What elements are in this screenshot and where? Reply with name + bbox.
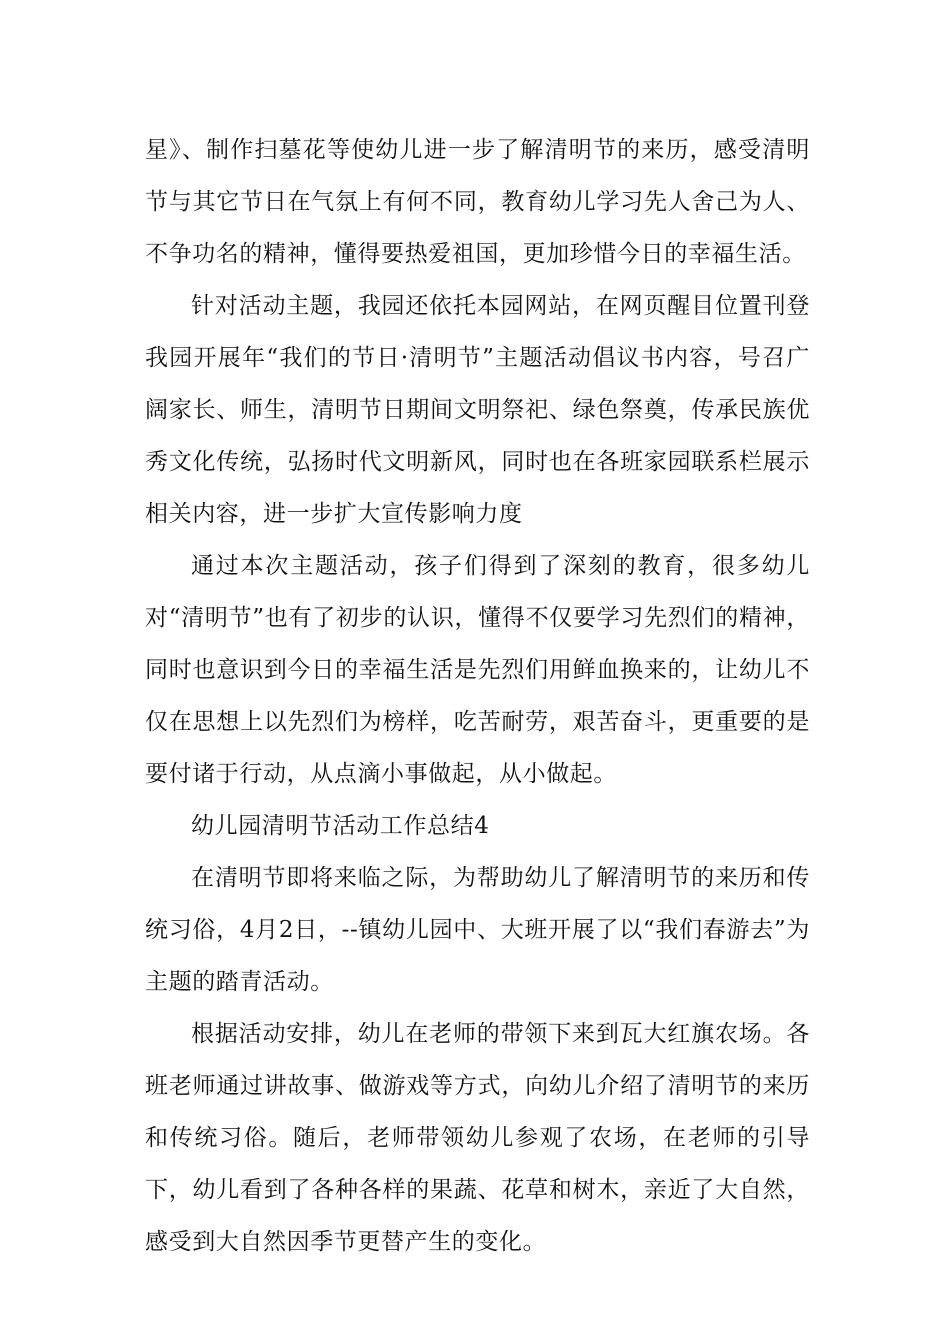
- paragraph-continuation: 星》、制作扫墓花等使幼儿进一步了解清明节的来历，感受清明节与其它节日在气氛上有何不同，教育幼儿学习先人舍己为人、不争功名的精神，懂得要热爱祖国，更加珍惜今日的幸福生活。: [145, 137, 810, 267]
- paragraph-outcome: 通过本次主题活动，孩子们得到了深刻的教育，很多幼儿对“清明节”也有了初步的认识，懂得不仅要学习先烈们的精神，同时也意识到今日的幸福生活是先烈们用鲜血换来的，让幼儿不仅在思想上以先烈们为榜样，吃苦耐劳，艰苦奋斗，更重要的是要付诸于行动，从点滴小事做起，从小做起。: [145, 553, 810, 787]
- paragraph-intro: 在清明节即将来临之际，为帮助幼儿了解清明节的来历和传统习俗，4月2日，--镇幼儿园中、大班开展了以“我们春游去”为主题的踏青活动。: [145, 865, 810, 995]
- section-title: 幼儿园清明节活动工作总结4: [191, 813, 490, 839]
- paragraph-website-promotion: 针对活动主题，我园还依托本园网站，在网页醒目位置刊登我园开展年“我们的节日·清明节”主题活动倡议书内容，号召广阔家长、师生，清明节日期间文明祭祀、绿色祭奠，传承民族优秀文化传统，弘扬时代文明新风，同时也在各班家园联系栏展示相关内容，进一步扩大宣传影响力度: [145, 293, 810, 527]
- paragraph-activity: 根据活动安排，幼儿在老师的带领下来到瓦大红旗农场。各班老师通过讲故事、做游戏等方式，向幼儿介绍了清明节的来历和传统习俗。随后，老师带领幼儿参观了农场，在老师的引导下，幼儿看到了各种各样的果蔬、花草和树木，亲近了大自然，感受到大自然因季节更替产生的变化。: [145, 1021, 810, 1255]
- document-body: [145, 124, 810, 1268]
